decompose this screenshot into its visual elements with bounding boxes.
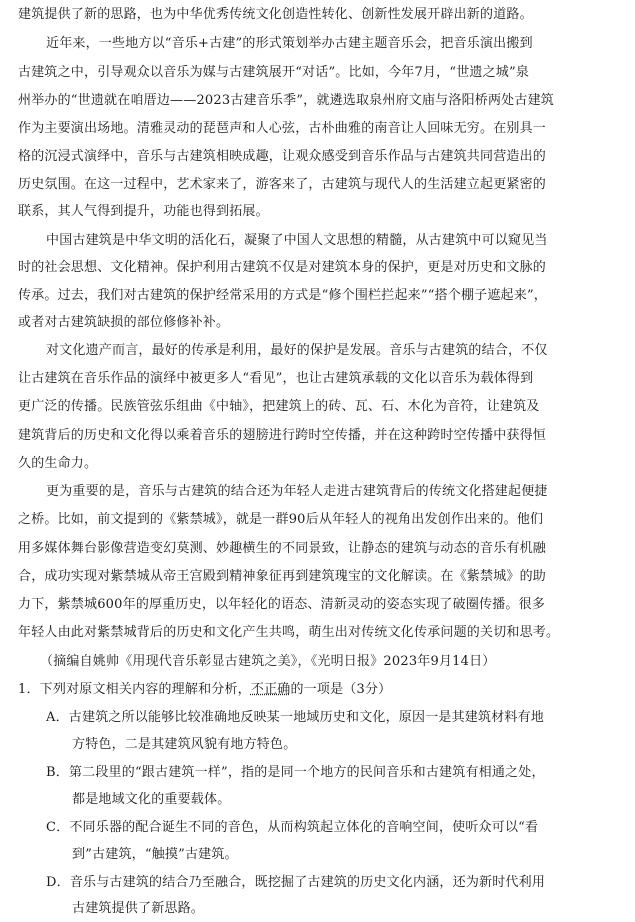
article-line: 传承。过去，我们对古建筑的保护经常采用的方式是“修个围栏拦起来”“搭个棚子遮起来”， <box>18 288 547 303</box>
source-citation: （摘编自姚帅《用现代音乐彰显古建筑之美》，《光明日报》2023年9月14日） <box>40 654 496 669</box>
article-line: 历史氛围。在这一过程中，艺术家来了，游客来了，古建筑与现代人的生活建立起更紧密的 <box>18 177 547 192</box>
option-c-line2: 到”古建筑，“触摸”古建筑。 <box>72 847 238 862</box>
article-line: 州举办的“世遗就在咱厝边——2023古建音乐季”，就遴选取泉州府文庙与洛阳桥两处古建筑 <box>18 93 554 108</box>
article-line: 或者对古建筑缺损的部位修修补补。 <box>18 315 230 330</box>
article-line: 让古建筑在音乐作品的演绎中被更多人“看见”，也让古建筑承载的文化以音乐为载体得到 <box>18 371 534 386</box>
article-line: 近年来，一些地方以“音乐+古建”的形式策划举办古建主题音乐会，把音乐演出搬到 <box>46 36 533 51</box>
article-line: 力下，紫禁城600年的厚重历史，以年轻化的语态、清新灵动的姿态实现了破圈传播。很多 <box>18 597 546 612</box>
article-line: 古建筑之中，引导观众以音乐为媒与古建筑展开“对话”。比如，今年7月，“世遗之城”泉 <box>18 65 530 80</box>
option-b-line1: B．第二段里的“跟古建筑一样”，指的是同一个地方的民间音乐和古建筑有相通之处， <box>46 765 545 780</box>
article-line: 用多媒体舞台影像营造变幻莫测、妙趣横生的不同景致，让静态的建筑与动态的音乐有机融 <box>18 541 547 556</box>
option-d-line1: D．音乐与古建筑的结合乃至融合，既挖掘了古建筑的历史文化内涵，还为新时代利用 <box>46 875 546 890</box>
option-b-line2: 都是地域文化的重要载体。 <box>72 792 231 807</box>
article-line: 中国古建筑是中华文明的活化石，凝聚了中国人文思想的精髓，从古建筑中可以窥见当 <box>46 233 548 248</box>
option-a-line1: A．古建筑之所以能够比较准确地反映某一地域历史和文化，原因一是其建筑材料有地 <box>46 710 544 725</box>
article-line: 对文化遗产而言，最好的传承是利用，最好的保护是发展。音乐与古建筑的结合，不仅 <box>46 343 548 358</box>
stem-emphasis: 不正确 <box>250 682 291 697</box>
article-line: 联系，其人气得到提升，功能也得到拓展。 <box>18 204 269 219</box>
question-stem <box>18 681 618 699</box>
option-c-line1: C．不同乐器的配合诞生不同的音色，从而构筑起立体化的音响空间，使听众可以“看 <box>46 820 539 835</box>
article-line: 之桥。比如，前文提到的《紫禁城》，就是一群90后从年轻人的视角出发创作出来的。他们 <box>18 512 544 527</box>
article-line: 时的社会思想、文化精神。保护利用古建筑不仅是对建筑本身的保护，更是对历史和文脉的 <box>18 260 547 275</box>
article-line: 格的沉浸式演绎中，音乐与古建筑相映成趣，让观众感受到音乐作品与古建筑共同营造出的 <box>18 149 547 164</box>
option-d-line2: 古建筑提供了新思路。 <box>72 901 205 916</box>
article-line: 合，成功实现对紫禁城从帝王宫殿到精神象征再到建筑瑰宝的文化解读。在《紫禁城》的助 <box>18 569 547 584</box>
article-line: 建筑提供了新的思路，也为中华优秀传统文化创造性转化、创新性发展开辟出新的道路。 <box>18 7 533 22</box>
article-line: 更为重要的是，音乐与古建筑的结合还为年轻人走进古建筑背后的传统文化搭建起便捷 <box>46 484 548 499</box>
article-line: 年轻人由此对紫禁城背后的历史和文化产生共鸣，萌生出对传统文化传承问题的关切和思考。 <box>18 625 560 640</box>
article-line: 久的生命力。 <box>18 456 98 471</box>
stem-suffix: 的一项是（3分） <box>290 682 392 697</box>
article-line: 作为主要演出场地。清雅灵动的琵琶声和人心弦，古朴曲雅的南音让人回味无穷。在别具一 <box>18 121 547 136</box>
article-line: 建筑背后的历史和文化得以乘着音乐的翅膀进行跨时空传播，并在这种跨时空传播中获得恒 <box>18 428 547 443</box>
stem-prefix: 1．下列对原文相关内容的理解和分析， <box>18 682 251 697</box>
option-a-line2: 方特色，二是其建筑风貌有地方特色。 <box>72 737 297 752</box>
article-line: 更广泛的传播。民族管弦乐组曲《中轴》，把建筑上的砖、瓦、石、木化为音符，让建筑及 <box>18 399 540 414</box>
